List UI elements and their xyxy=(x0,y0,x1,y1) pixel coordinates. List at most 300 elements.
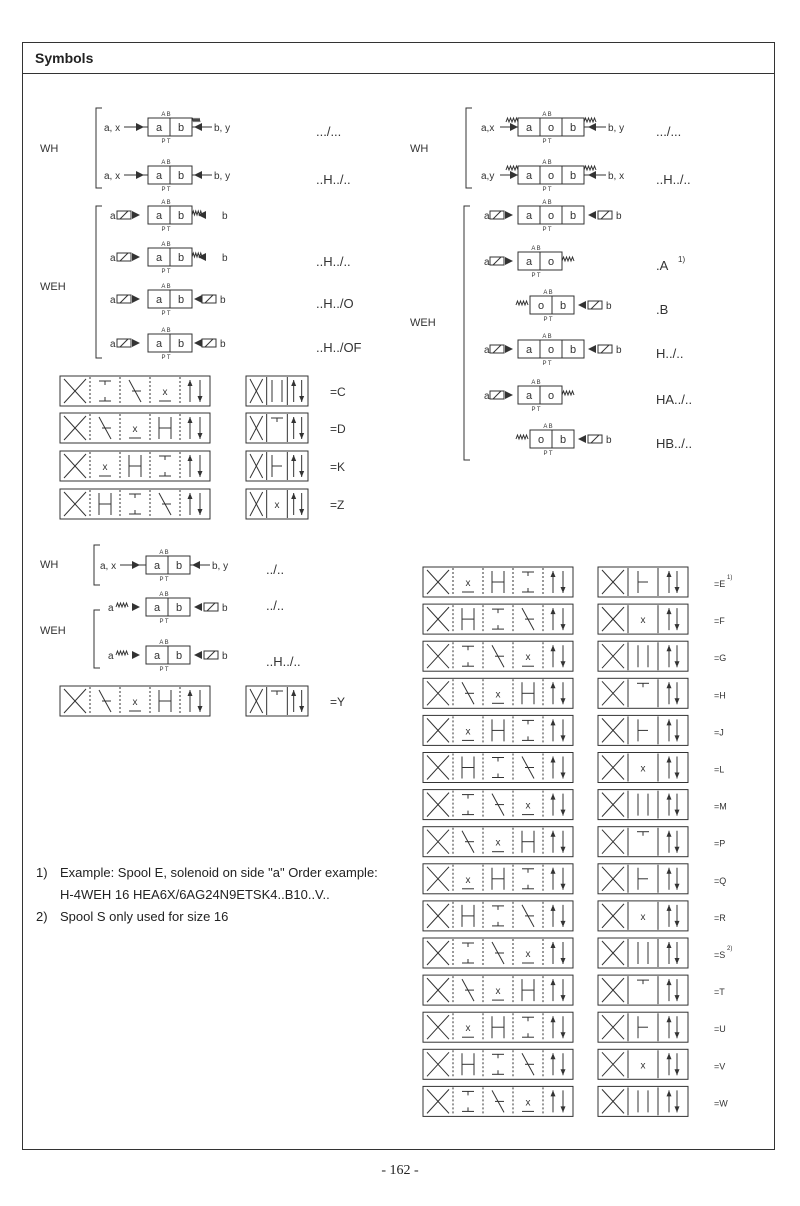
footnote-ref: 1) xyxy=(727,575,733,581)
spool-position-label: b xyxy=(175,650,183,662)
symbol-box xyxy=(598,1086,688,1116)
valve-symbol xyxy=(146,592,190,625)
pilot-label: b xyxy=(220,295,226,306)
blocked-mark: x xyxy=(495,986,501,998)
arrowhead xyxy=(188,690,193,696)
pilot-triangle xyxy=(510,123,518,131)
arrowhead xyxy=(551,571,556,577)
pilot-label: a, x xyxy=(104,171,121,182)
spool-position-label: b xyxy=(569,210,577,222)
blocked-mark: x xyxy=(274,500,280,511)
pilot-label: b xyxy=(222,651,228,662)
valve-symbol xyxy=(148,160,192,193)
pilot-triangle xyxy=(198,211,206,219)
port-label-pt: P T xyxy=(161,139,171,145)
pilot-triangle xyxy=(132,603,140,611)
arrowhead xyxy=(667,942,672,948)
port-label-ab: A B xyxy=(542,160,552,166)
pilot-label: b xyxy=(606,435,612,446)
spool-position-label: a xyxy=(155,210,163,222)
symbol-line xyxy=(120,339,128,347)
valve-symbol xyxy=(518,160,584,193)
valve-symbol xyxy=(530,290,574,323)
blocked-mark: x xyxy=(465,1023,471,1035)
blocked-mark: x xyxy=(525,1097,531,1109)
arrowhead xyxy=(675,1032,680,1038)
spool-position-label: a xyxy=(525,390,533,402)
pilot-triangle xyxy=(192,561,200,569)
pilot-triangle xyxy=(194,295,202,303)
symbol-line xyxy=(207,603,215,611)
spool-position-label: b xyxy=(177,338,185,350)
arrowhead xyxy=(561,1069,566,1075)
bracket xyxy=(464,206,470,460)
port-label-ab: A B xyxy=(161,112,171,118)
pilot-label: b, y xyxy=(214,123,231,134)
pilot-label: a xyxy=(108,603,114,614)
arrowhead xyxy=(551,1053,556,1059)
spool-symbol-short xyxy=(246,451,308,481)
valve-symbol xyxy=(518,334,584,367)
spool-position-label: o xyxy=(547,122,555,134)
spool-symbol-short xyxy=(598,678,688,708)
valve-symbol xyxy=(146,640,190,673)
arrowhead xyxy=(291,690,296,696)
spool-position-label: b xyxy=(177,122,185,134)
port-label-pt: P T xyxy=(161,355,171,361)
port-label-pt: P T xyxy=(542,187,552,193)
arrowhead xyxy=(561,958,566,964)
spool-symbol-short xyxy=(598,641,688,671)
arrowhead xyxy=(188,493,193,499)
blocked-mark: x xyxy=(640,615,646,627)
valve-symbol xyxy=(518,112,584,145)
pilot-triangle xyxy=(588,211,596,219)
port-label-ab: A B xyxy=(159,592,169,598)
spool-symbol-short xyxy=(598,901,688,931)
footnote-number: 2) xyxy=(36,909,48,924)
right-top-group xyxy=(410,108,692,460)
arrowhead xyxy=(551,942,556,948)
pilot-triangle xyxy=(136,123,144,131)
port-label-pt: P T xyxy=(159,619,169,625)
pilot-triangle xyxy=(194,603,202,611)
port-label-ab: A B xyxy=(542,112,552,118)
spring xyxy=(584,166,596,170)
spool-symbol-short xyxy=(598,715,688,745)
spool-symbol xyxy=(423,567,573,597)
symbol-box xyxy=(598,790,688,820)
arrowhead xyxy=(561,847,566,853)
symbol-line xyxy=(207,651,215,659)
pilot-label: a xyxy=(484,391,490,402)
port-label-pt: P T xyxy=(161,187,171,193)
symbol-line xyxy=(120,211,128,219)
type-code: .B xyxy=(656,302,669,317)
port-label-pt: P T xyxy=(161,269,171,275)
spring xyxy=(506,166,518,170)
spool-position-label: o xyxy=(547,170,555,182)
left-spool-group xyxy=(60,376,346,519)
spool-symbol xyxy=(60,489,210,519)
arrowhead xyxy=(291,455,296,461)
pilot-triangle xyxy=(132,295,140,303)
arrowhead xyxy=(551,757,556,763)
type-code: ..H../O xyxy=(316,296,354,311)
arrowhead xyxy=(561,698,566,704)
pilot-triangle xyxy=(510,171,518,179)
arrowhead xyxy=(667,719,672,725)
spring xyxy=(116,651,128,655)
spool-code: =J xyxy=(714,727,724,738)
spool-code: =Q xyxy=(714,875,727,886)
pilot-label: b xyxy=(220,339,226,350)
blocked-mark: x xyxy=(465,726,471,738)
pilot-triangle xyxy=(588,345,596,353)
spool-position-label: o xyxy=(537,300,545,312)
arrowhead xyxy=(188,455,193,461)
symbol-line xyxy=(493,257,501,265)
arrowhead xyxy=(551,719,556,725)
arrowhead xyxy=(299,471,304,477)
pilot-triangle xyxy=(194,123,202,131)
arrowhead xyxy=(561,624,566,630)
arrowhead xyxy=(291,417,296,423)
blocked-mark: x xyxy=(525,949,531,960)
spool-code: =C xyxy=(330,385,346,399)
blocked-mark: x xyxy=(102,462,108,473)
blocked-mark: x xyxy=(132,424,138,435)
arrowhead xyxy=(667,794,672,800)
pilot-triangle xyxy=(194,651,202,659)
spool-symbol-short xyxy=(598,790,688,820)
arrowhead xyxy=(667,645,672,651)
arrowhead xyxy=(551,1090,556,1096)
pilot-label: b xyxy=(616,211,622,222)
footnotes xyxy=(36,862,396,928)
arrowhead xyxy=(667,1016,672,1022)
spool-position-label: o xyxy=(547,256,555,268)
arrowhead xyxy=(198,706,203,712)
port-label-pt: P T xyxy=(543,317,553,323)
spool-position-label: a xyxy=(155,338,163,350)
spool-code: =K xyxy=(330,460,346,474)
spool-code: =U xyxy=(714,1024,726,1035)
symbol-line xyxy=(591,301,599,309)
blocked-mark: x xyxy=(525,800,531,812)
spool-code: =M xyxy=(714,801,727,812)
spool-position-label: b xyxy=(177,252,185,264)
bracket xyxy=(466,108,472,188)
pilot-triangle xyxy=(505,345,513,353)
wh-label: WH xyxy=(40,559,59,571)
pilot-triangle xyxy=(132,561,140,569)
pilot-label: a xyxy=(110,295,116,306)
spool-symbol-short xyxy=(598,864,688,894)
arrowhead xyxy=(675,735,680,741)
spool-position-label: b xyxy=(175,602,183,614)
pilot-label: b, y xyxy=(212,561,229,572)
type-code: .../... xyxy=(656,124,682,139)
arrowhead xyxy=(551,1016,556,1022)
pilot-label: a xyxy=(484,257,490,268)
pilot-label: a xyxy=(484,345,490,356)
spool-code: =Y xyxy=(330,695,346,709)
pilot-triangle xyxy=(132,211,140,219)
bracket xyxy=(94,610,100,668)
pilot-label: b xyxy=(222,603,228,614)
symbol-line xyxy=(493,345,501,353)
symbol-line xyxy=(493,391,501,399)
bracket xyxy=(96,108,102,188)
arrowhead xyxy=(198,433,203,439)
port-label-pt: P T xyxy=(159,667,169,673)
arrowhead xyxy=(561,810,566,816)
arrowhead xyxy=(675,958,680,964)
spool-position-label: b xyxy=(559,434,567,446)
pilot-triangle xyxy=(505,391,513,399)
spool-symbol-short xyxy=(246,376,308,406)
spool-code: =V xyxy=(714,1061,726,1072)
spool-code: =D xyxy=(330,422,346,436)
spring xyxy=(516,435,528,439)
port-label-ab: A B xyxy=(542,334,552,340)
arrowhead xyxy=(299,509,304,515)
type-code: .../... xyxy=(316,124,342,139)
port-label-pt: P T xyxy=(543,451,553,457)
port-label-ab: A B xyxy=(159,640,169,646)
arrowhead xyxy=(561,735,566,741)
arrowhead xyxy=(667,868,672,874)
arrowhead xyxy=(299,396,304,402)
symbol-line xyxy=(601,211,609,219)
type-code: ../.. xyxy=(266,598,285,613)
spring xyxy=(584,118,596,122)
spool-symbol-short xyxy=(598,567,688,597)
spool-code: =R xyxy=(714,912,726,923)
spool-position-label: b xyxy=(177,170,185,182)
valve-symbol xyxy=(148,242,192,275)
spool-symbol xyxy=(423,1049,573,1079)
port-label-pt: P T xyxy=(159,577,169,583)
arrowhead xyxy=(561,773,566,779)
spool-position-label: a xyxy=(525,210,533,222)
section-title: Symbols xyxy=(35,50,94,66)
spool-symbol xyxy=(423,678,573,708)
port-label-pt: P T xyxy=(531,407,541,413)
type-code: ../.. xyxy=(266,562,285,577)
spool-position-label: b xyxy=(569,170,577,182)
spool-position-label: b xyxy=(177,210,185,222)
type-code: HA../.. xyxy=(656,392,693,407)
symbol-line xyxy=(120,253,128,261)
pilot-label: a xyxy=(108,651,114,662)
port-label-pt: P T xyxy=(161,227,171,233)
wh-label: WH xyxy=(40,143,59,155)
pilot-triangle xyxy=(578,435,586,443)
spool-symbol xyxy=(423,715,573,745)
port-label-pt: P T xyxy=(542,139,552,145)
spool-symbol xyxy=(423,641,573,671)
arrowhead xyxy=(667,1090,672,1096)
arrowhead xyxy=(561,1106,566,1112)
spool-symbol xyxy=(423,753,573,783)
spool-symbol-short xyxy=(598,1012,688,1042)
arrowhead xyxy=(675,1106,680,1112)
arrowhead xyxy=(561,995,566,1001)
type-code: ..H../.. xyxy=(316,172,351,187)
pilot-triangle xyxy=(198,253,206,261)
spool-symbol xyxy=(423,864,573,894)
spool-symbol xyxy=(60,413,210,443)
arrowhead xyxy=(667,979,672,985)
blocked-mark: x xyxy=(525,652,531,664)
spool-symbol-short xyxy=(598,753,688,783)
arrowhead xyxy=(667,757,672,763)
pilot-triangle xyxy=(132,253,140,261)
type-code: ..H../.. xyxy=(266,654,301,669)
pilot-triangle xyxy=(194,171,202,179)
blocked-mark: x xyxy=(465,578,471,589)
right-spool-group xyxy=(423,567,732,1116)
pilot-label: b xyxy=(222,211,228,222)
arrowhead xyxy=(675,810,680,816)
footnote-text: Example: Spool E, solenoid on side "a" Order example: xyxy=(60,865,378,880)
arrowhead xyxy=(198,509,203,515)
symbol-line xyxy=(205,295,213,303)
footnote xyxy=(36,884,396,906)
spool-symbol-short xyxy=(598,1086,688,1116)
spool-position-label: a xyxy=(155,294,163,306)
spool-position-label: b xyxy=(175,560,183,572)
pilot-label: a xyxy=(110,253,116,264)
blocked-mark: x xyxy=(640,763,646,775)
spool-position-label: b xyxy=(177,294,185,306)
spool-symbol xyxy=(60,686,210,716)
spool-position-label: o xyxy=(547,344,555,356)
arrowhead xyxy=(675,1069,680,1075)
pilot-label: b xyxy=(222,253,228,264)
blocked-mark: x xyxy=(162,387,168,398)
arrowhead xyxy=(667,1053,672,1059)
port-label-ab: A B xyxy=(531,380,541,386)
valve-symbol xyxy=(148,200,192,233)
page-number: - 162 - xyxy=(381,1163,419,1178)
arrowhead xyxy=(561,884,566,890)
spool-code: =L xyxy=(714,764,725,775)
spring xyxy=(562,257,574,261)
left-bottom-group xyxy=(40,545,345,716)
spool-symbol-short xyxy=(598,604,688,634)
footnote xyxy=(36,862,396,884)
pilot-label: a xyxy=(484,211,490,222)
arrowhead xyxy=(299,433,304,439)
arrowhead xyxy=(561,587,566,593)
spool-symbol xyxy=(60,451,210,481)
weh-label: WEH xyxy=(40,281,66,293)
spool-symbol xyxy=(423,975,573,1005)
port-label-ab: A B xyxy=(161,160,171,166)
pilot-triangle xyxy=(588,123,596,131)
spool-position-label: a xyxy=(153,650,161,662)
spool-position-label: a xyxy=(525,170,533,182)
spool-position-label: a xyxy=(525,122,533,134)
port-label-ab: A B xyxy=(543,290,553,296)
port-label-pt: P T xyxy=(542,361,552,367)
port-label-pt: P T xyxy=(542,227,552,233)
arrowhead xyxy=(667,571,672,577)
port-label-ab: A B xyxy=(531,246,541,252)
footnote-number: 1) xyxy=(36,865,48,880)
arrowhead xyxy=(551,979,556,985)
footnote-text: Spool S only used for size 16 xyxy=(60,909,229,924)
port-label-ab: A B xyxy=(542,200,552,206)
wh-label: WH xyxy=(410,143,429,155)
port-label-ab: A B xyxy=(161,200,171,206)
pilot-label: a, x xyxy=(104,123,121,134)
pilot-label: b, y xyxy=(214,171,231,182)
arrowhead xyxy=(667,608,672,614)
spool-symbol xyxy=(423,901,573,931)
valve-symbol xyxy=(518,380,562,413)
spool-position-label: b xyxy=(559,300,567,312)
blocked-mark: x xyxy=(495,689,501,701)
pilot-triangle xyxy=(136,171,144,179)
arrowhead xyxy=(675,624,680,630)
arrowhead xyxy=(675,587,680,593)
pilot-label: b xyxy=(606,301,612,312)
arrowhead xyxy=(561,661,566,667)
spool-code: =F xyxy=(714,616,725,627)
arrowhead xyxy=(675,661,680,667)
type-code: H../.. xyxy=(656,346,684,361)
arrowhead xyxy=(291,493,296,499)
symbol-box xyxy=(598,938,688,968)
spool-symbol xyxy=(423,790,573,820)
valve-symbol xyxy=(146,550,190,583)
arrowhead xyxy=(675,773,680,779)
pilot-label: b, y xyxy=(608,123,625,134)
bracket xyxy=(96,206,102,358)
pilot-triangle xyxy=(578,301,586,309)
spool-symbol xyxy=(60,376,210,406)
symbol-line xyxy=(120,295,128,303)
blocked-mark: x xyxy=(132,697,138,708)
footnote-ref: 1) xyxy=(678,255,686,264)
arrowhead xyxy=(667,831,672,837)
spool-code: =E xyxy=(714,579,726,589)
valve-symbol xyxy=(518,200,584,233)
blocked-mark: x xyxy=(640,1060,646,1072)
arrowhead xyxy=(675,698,680,704)
arrowhead xyxy=(188,380,193,386)
pilot-label: a xyxy=(110,339,116,350)
footnote xyxy=(36,906,396,928)
spool-code: =P xyxy=(714,838,726,849)
arrowhead xyxy=(551,905,556,911)
spool-symbol xyxy=(423,1086,573,1116)
arrowhead xyxy=(551,682,556,688)
type-code: ..H../.. xyxy=(316,254,351,269)
blocked-mark: x xyxy=(640,911,646,923)
type-code: ..H../OF xyxy=(316,340,362,355)
pilot-label: b xyxy=(616,345,622,356)
spring xyxy=(516,301,528,305)
pilot-triangle xyxy=(132,339,140,347)
pilot-triangle xyxy=(194,339,202,347)
footnote-text: H-4WEH 16 HEA6X/6AG24N9ETSK4..B10..V.. xyxy=(60,887,330,902)
arrowhead xyxy=(551,868,556,874)
